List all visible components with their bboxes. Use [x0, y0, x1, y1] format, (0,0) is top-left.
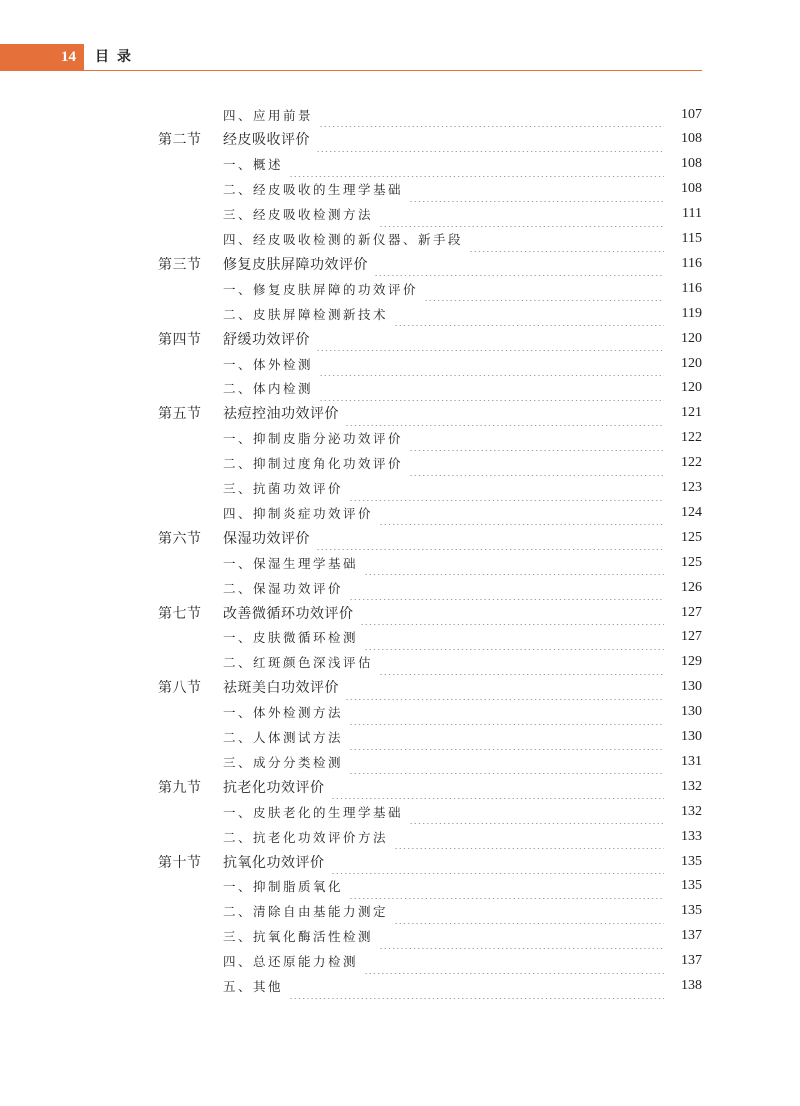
page-number: 14 — [61, 49, 76, 65]
dot-leader — [319, 102, 664, 127]
entry-page-number: 129 — [681, 654, 702, 670]
entry-page-number: 130 — [681, 729, 702, 744]
toc-section-row — [0, 600, 800, 625]
section-label: 第九节 — [158, 779, 202, 796]
entry-page-number: 133 — [681, 828, 702, 844]
toc-entry — [223, 276, 702, 301]
entry-title: 一、概述 — [223, 157, 284, 173]
dot-leader — [469, 227, 664, 252]
dot-leader — [394, 301, 664, 326]
toc-section-row — [0, 849, 800, 874]
toc-entry — [223, 525, 702, 550]
dot-leader — [409, 426, 664, 451]
page-number-tab — [0, 44, 84, 71]
entry-title: 一、皮肤微循环检测 — [223, 630, 359, 646]
entry-title: 二、人体测试方法 — [223, 730, 344, 745]
entry-page-number: 137 — [681, 953, 702, 969]
entry-page-number: 120 — [681, 330, 702, 346]
toc-subsection-row — [0, 476, 800, 501]
section-label: 第六节 — [158, 530, 202, 547]
toc-entry — [223, 774, 702, 799]
entry-title: 四、抑制炎症功效评价 — [223, 505, 374, 521]
toc-entry — [223, 301, 702, 326]
dot-leader — [345, 401, 664, 426]
entry-page-number: 107 — [681, 106, 702, 122]
dot-leader — [424, 276, 664, 301]
entry-title: 二、抗老化功效评价方法 — [223, 829, 389, 845]
entry-page-number: 135 — [681, 853, 702, 869]
section-label: 第四节 — [158, 331, 202, 348]
entry-page-number: 135 — [681, 878, 702, 894]
toc-subsection-row — [0, 276, 800, 301]
toc-entry — [223, 949, 702, 974]
toc-entry — [223, 899, 702, 924]
dot-leader — [360, 600, 665, 625]
entry-title: 二、体内检测 — [223, 381, 314, 397]
entry-title: 一、抑制皮脂分泌功效评价 — [223, 431, 404, 447]
entry-page-number: 132 — [681, 778, 702, 794]
entry-title: 三、抗菌功效评价 — [223, 481, 344, 496]
toc-subsection-row — [0, 650, 800, 675]
dot-leader — [319, 376, 664, 401]
entry-page-number: 127 — [681, 629, 702, 645]
entry-page-number: 127 — [681, 604, 702, 620]
entry-title: 舒缓功效评价 — [223, 331, 310, 348]
dot-leader — [316, 326, 664, 351]
toc-entry — [223, 974, 702, 999]
entry-page-number: 121 — [681, 405, 702, 421]
entry-page-number: 108 — [681, 156, 702, 172]
entry-title: 三、抗氧化酶活性检测 — [223, 929, 374, 945]
dot-leader — [316, 127, 664, 152]
toc-entry — [223, 799, 702, 824]
toc-section-row — [0, 251, 800, 276]
dot-leader — [379, 202, 664, 227]
entry-page-number: 122 — [681, 430, 702, 446]
dot-leader — [349, 725, 664, 750]
entry-page-number: 130 — [681, 704, 702, 720]
toc-subsection-row — [0, 102, 800, 127]
toc-entry — [223, 725, 702, 750]
entry-title: 一、保湿生理学基础 — [223, 555, 359, 571]
entry-title: 抗氧化功效评价 — [223, 854, 325, 871]
dot-leader — [409, 799, 664, 824]
entry-title: 二、皮肤屏障检测新技术 — [223, 306, 389, 322]
entry-page-number: 137 — [681, 928, 702, 944]
section-label: 第五节 — [158, 406, 202, 423]
toc-subsection-row — [0, 426, 800, 451]
entry-title: 抗老化功效评价 — [223, 779, 325, 796]
entry-page-number: 125 — [681, 554, 702, 570]
dot-leader — [349, 476, 664, 501]
entry-title: 四、应用前景 — [223, 107, 314, 123]
toc-section-row — [0, 525, 800, 550]
header-title: 目录 — [95, 49, 139, 65]
toc-subsection-row — [0, 899, 800, 924]
entry-title: 二、清除自由基能力测定 — [223, 904, 389, 920]
toc-subsection-row — [0, 625, 800, 650]
toc-entry — [223, 152, 702, 177]
dot-leader — [394, 824, 664, 849]
entry-title: 保湿功效评价 — [223, 530, 310, 547]
entry-page-number: 124 — [681, 504, 702, 520]
entry-title: 一、修复皮肤屏障的功效评价 — [223, 281, 419, 297]
toc-entry — [223, 326, 702, 351]
toc-subsection-row — [0, 301, 800, 326]
toc-section-row — [0, 675, 800, 700]
toc-entry — [223, 102, 702, 127]
toc-section-row — [0, 774, 800, 799]
section-label: 第二节 — [158, 132, 202, 149]
entry-page-number: 119 — [681, 305, 702, 321]
entry-title: 二、红斑颜色深浅评估 — [223, 655, 374, 671]
toc-subsection-row — [0, 500, 800, 525]
toc-subsection-row — [0, 451, 800, 476]
dot-leader — [349, 575, 664, 600]
entry-page-number: 123 — [681, 480, 702, 495]
section-label: 第十节 — [158, 854, 202, 871]
entry-page-number: 138 — [681, 978, 702, 993]
toc-entry — [223, 600, 702, 625]
toc-entry — [223, 177, 702, 202]
entry-page-number: 126 — [681, 579, 702, 595]
toc-entry — [223, 625, 702, 650]
toc-subsection-row — [0, 725, 800, 750]
toc-entry — [223, 700, 702, 725]
entry-title: 一、抑制脂质氧化 — [223, 879, 344, 895]
toc-subsection-row — [0, 874, 800, 899]
toc-section-row — [0, 326, 800, 351]
entry-page-number: 132 — [681, 803, 702, 819]
toc-entry — [223, 650, 702, 675]
toc-subsection-row — [0, 177, 800, 202]
dot-leader — [349, 749, 664, 774]
toc-subsection-row — [0, 227, 800, 252]
entry-title: 经皮吸收评价 — [223, 132, 310, 149]
entry-title: 一、体外检测 — [223, 356, 314, 372]
toc-subsection-row — [0, 924, 800, 949]
section-label: 第八节 — [158, 680, 202, 697]
entry-title: 四、总还原能力检测 — [223, 954, 359, 970]
entry-title: 一、皮肤老化的生理学基础 — [223, 804, 404, 820]
toc-subsection-row — [0, 700, 800, 725]
toc-subsection-row — [0, 550, 800, 575]
entry-title: 修复皮肤屏障功效评价 — [223, 256, 368, 273]
toc-entry — [223, 476, 702, 501]
toc-subsection-row — [0, 152, 800, 177]
toc-subsection-row — [0, 949, 800, 974]
entry-title: 二、经皮吸收的生理学基础 — [223, 182, 404, 198]
toc-entry — [223, 351, 702, 376]
dot-leader — [374, 251, 664, 276]
toc-entry — [223, 426, 702, 451]
dot-leader — [331, 774, 665, 799]
toc-subsection-row — [0, 749, 800, 774]
entry-page-number: 120 — [681, 355, 702, 371]
header-rule — [84, 70, 702, 71]
entry-page-number: 122 — [681, 455, 702, 471]
toc-subsection-row — [0, 799, 800, 824]
toc-entry — [223, 550, 702, 575]
toc-entry — [223, 824, 702, 849]
toc-entry — [223, 500, 702, 525]
dot-leader — [349, 874, 664, 899]
entry-page-number: 115 — [681, 231, 702, 246]
entry-page-number: 120 — [681, 380, 702, 396]
dot-leader — [379, 650, 664, 675]
toc-entry — [223, 575, 702, 600]
toc-entry — [223, 874, 702, 899]
dot-leader — [345, 675, 664, 700]
entry-title: 二、抑制过度角化功效评价 — [223, 456, 404, 472]
toc-subsection-row — [0, 351, 800, 376]
entry-title: 五、其他 — [223, 979, 284, 994]
entry-page-number: 130 — [681, 679, 702, 695]
entry-title: 三、经皮吸收检测方法 — [223, 207, 374, 223]
toc-entry — [223, 849, 702, 874]
toc-subsection-row — [0, 824, 800, 849]
entry-title: 改善微循环功效评价 — [223, 605, 354, 622]
entry-title: 祛斑美白功效评价 — [223, 680, 339, 697]
toc-entry — [223, 924, 702, 949]
toc-entry — [223, 202, 702, 227]
dot-leader — [319, 351, 664, 376]
entry-title: 二、保湿功效评价 — [223, 580, 344, 596]
toc-entry — [223, 401, 702, 426]
entry-page-number: 116 — [681, 280, 702, 296]
entry-title: 四、经皮吸收检测的新仪器、新手段 — [223, 232, 464, 247]
page-header — [0, 44, 702, 71]
toc-entry — [223, 127, 702, 152]
dot-leader — [364, 625, 664, 650]
dot-leader — [316, 525, 664, 550]
entry-title: 三、成分分类检测 — [223, 754, 344, 770]
toc-subsection-row — [0, 376, 800, 401]
dot-leader — [289, 974, 664, 999]
entry-page-number: 125 — [681, 529, 702, 545]
entry-page-number: 108 — [681, 181, 702, 197]
dot-leader — [349, 700, 664, 725]
entry-title: 祛痘控油功效评价 — [223, 406, 339, 423]
dot-leader — [394, 899, 664, 924]
toc-entry — [223, 451, 702, 476]
entry-page-number: 108 — [681, 131, 702, 147]
dot-leader — [364, 550, 664, 575]
dot-leader — [379, 924, 664, 949]
toc-entry — [223, 227, 702, 252]
entry-page-number: 135 — [681, 903, 702, 919]
dot-leader — [409, 451, 664, 476]
toc-entry — [223, 749, 702, 774]
dot-leader — [379, 500, 664, 525]
toc-subsection-row — [0, 202, 800, 227]
toc-subsection-row — [0, 575, 800, 600]
section-label: 第七节 — [158, 605, 202, 622]
entry-page-number: 116 — [681, 255, 702, 271]
entry-page-number: 131 — [681, 753, 702, 769]
dot-leader — [289, 152, 664, 177]
dot-leader — [331, 849, 665, 874]
toc-entry — [223, 675, 702, 700]
dot-leader — [409, 177, 664, 202]
toc-entry — [223, 376, 702, 401]
entry-title: 一、体外检测方法 — [223, 705, 344, 721]
toc-section-row — [0, 401, 800, 426]
toc-subsection-row — [0, 974, 800, 999]
toc-section-row — [0, 127, 800, 152]
toc-entry — [223, 251, 702, 276]
entry-page-number: 111 — [682, 206, 702, 222]
section-label: 第三节 — [158, 256, 202, 273]
dot-leader — [364, 949, 664, 974]
